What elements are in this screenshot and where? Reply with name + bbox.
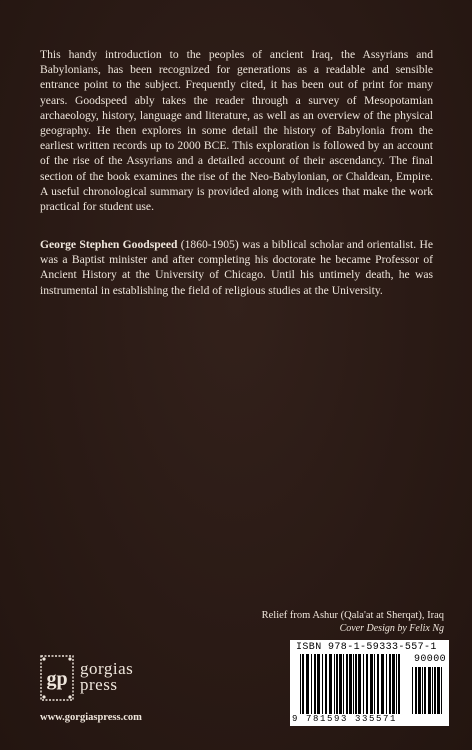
barcode-bar	[415, 667, 417, 714]
barcode-bar	[302, 654, 304, 714]
barcode-bar	[358, 654, 361, 714]
barcode-bar	[422, 667, 423, 714]
barcode-bar	[366, 654, 368, 714]
barcode-bar	[349, 654, 352, 714]
barcode-bar	[334, 654, 335, 714]
barcode-bar	[339, 654, 342, 714]
author-name: George Stephen Goodspeed	[40, 238, 178, 251]
barcode-bar	[363, 654, 364, 714]
barcode-bar	[336, 654, 338, 714]
barcode-bar	[314, 654, 316, 714]
barcode-bar	[355, 654, 357, 714]
barcode-bar	[300, 654, 301, 714]
price-code: 90000	[414, 654, 447, 665]
barcode-bar	[322, 654, 323, 714]
author-bio	[40, 237, 433, 298]
gp-monogram-icon	[40, 655, 74, 701]
barcode-bar	[396, 654, 397, 714]
barcode-bar	[389, 654, 391, 714]
barcode-bar	[437, 667, 440, 714]
barcode-bar	[386, 654, 387, 714]
barcode-bar	[311, 654, 312, 714]
book-description: This handy introduction to the peoples of ancient Iraq, the Assyrians and Babylonians, has been recognized for generations as a readable and sensible entrance point to the subject. Frequently cited, it has been out of print for many years. Goodspeed ably takes the reader through a survey of Mesopotamian archaeology, history, language and literature, as well as an overview of the physical geography. He then explores in some detail the history of Babylonia from the earliest written records up to 2000 BCE. This exploration is followed by an account of the rise of the Assyrians and a detailed account of their ascendancy. The final section of the book examines the rise of the Neo-Babylonian, or Chaldean, Empire. A useful chronological summary is provided along with indices that make the work practical for student use.	[40, 48, 433, 214]
publisher-name-line1: gorgias	[80, 659, 134, 678]
cover-design-credit: Cover Design by Felix Ng	[339, 623, 444, 634]
publisher-name-line2: press	[80, 675, 118, 694]
barcode-bar	[306, 654, 309, 714]
publisher-logo	[40, 655, 200, 715]
isbn-label: ISBN 978-1-59333-557-1	[296, 642, 437, 653]
barcode-bar	[353, 654, 354, 714]
author-bio-text: (1860-1905) was a biblical scholar and orientalist. He was a Baptist minister and after completing his doctorate he became Professor of Ancient History at the University of Chicago. Until his untimely death, he was instrumental in establishing the field of religious studies at the University.	[40, 238, 433, 297]
cover-image-caption: Relief from Ashur (Qala'at at Sherqat), Iraq	[261, 610, 444, 621]
barcode-bar	[317, 654, 320, 714]
barcode-bar	[418, 667, 421, 714]
barcode-bar	[346, 654, 348, 714]
barcode-bar	[325, 654, 327, 714]
barcode-bar	[398, 654, 400, 714]
monogram-text: gp	[46, 668, 68, 690]
barcode-bar	[434, 667, 436, 714]
publisher-url[interactable]: www.gorgiaspress.com	[40, 712, 142, 723]
barcode-bar	[374, 654, 375, 714]
barcode-bar	[329, 654, 332, 714]
barcode-bar	[412, 667, 413, 714]
ean-number: 9 781593 335571	[292, 714, 398, 724]
isbn-barcode	[290, 640, 449, 726]
barcode-bar	[377, 654, 379, 714]
publisher-name	[80, 661, 133, 693]
barcode-bar	[424, 667, 426, 714]
barcode-bar	[381, 654, 384, 714]
barcode-bar	[370, 654, 373, 714]
barcode-bar	[392, 654, 395, 714]
barcode-bar	[432, 667, 433, 714]
barcode-bar	[343, 654, 344, 714]
barcode-bar	[428, 667, 431, 714]
barcode-bar	[441, 667, 442, 714]
